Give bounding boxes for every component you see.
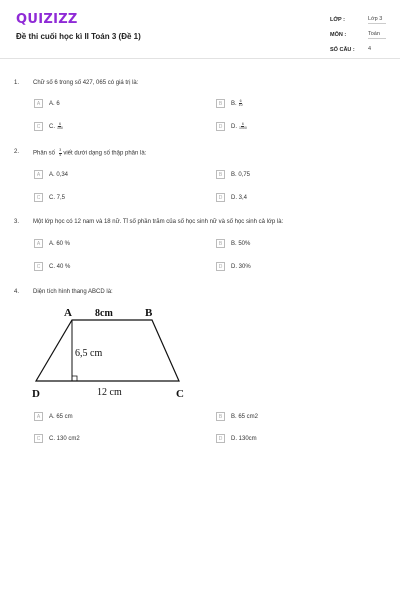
- option-2c[interactable]: [34, 193, 65, 202]
- page-title: Đề thi cuối học kì II Toán 3 (Đề 1): [16, 32, 141, 41]
- meta-row-subject: [330, 27, 386, 42]
- question-text: Phân số: [33, 150, 56, 157]
- fraction: [59, 149, 62, 157]
- height-label: 6,5 cm: [75, 348, 103, 359]
- option-4b[interactable]: [216, 412, 258, 421]
- option-3a[interactable]: [34, 239, 70, 248]
- numerator: 6: [58, 121, 61, 126]
- option-text: A. 0,34: [49, 171, 69, 178]
- option-1c[interactable]: [34, 122, 63, 131]
- option-text: B.: [231, 100, 237, 107]
- numerator: 6: [239, 98, 242, 103]
- option-letter-box: C: [34, 434, 43, 443]
- option-letter-box: D: [216, 434, 225, 443]
- question-number: 4.: [14, 289, 20, 295]
- option-text: A. 6: [49, 100, 60, 107]
- vertex-label-b: B: [145, 307, 153, 319]
- question-text-wrap: [33, 149, 146, 157]
- option-1d[interactable]: [216, 122, 247, 131]
- numerator: 6: [241, 121, 244, 126]
- option-2b[interactable]: [216, 170, 250, 179]
- vertex-label-c: C: [176, 388, 184, 400]
- option-3b[interactable]: [216, 239, 250, 248]
- option-text: D. 3,4: [231, 194, 248, 201]
- vertex-label-a: A: [64, 307, 72, 319]
- option-4a[interactable]: [34, 412, 73, 421]
- option-letter-box: A: [34, 99, 43, 108]
- option-letter-box: A: [34, 412, 43, 421]
- option-3c[interactable]: [34, 262, 70, 271]
- option-2a[interactable]: [34, 170, 68, 179]
- option-4c[interactable]: [34, 434, 80, 443]
- meta-label: SỐ CÂU :: [330, 46, 355, 53]
- trapezoid-figure: [28, 303, 198, 403]
- option-text: B. 0,75: [231, 171, 251, 178]
- denominator: 4: [59, 152, 62, 157]
- trapezoid-shape: [36, 320, 179, 381]
- option-3d[interactable]: [216, 262, 251, 271]
- fraction: [239, 100, 243, 108]
- option-letter-box: C: [34, 122, 43, 131]
- option-letter-box: C: [34, 193, 43, 202]
- option-2d[interactable]: [216, 193, 247, 202]
- meta-label: LỚP :: [330, 16, 345, 23]
- option-text: A. 60 %: [49, 240, 71, 247]
- worksheet-meta: [330, 12, 386, 57]
- denominator: 10: [238, 103, 243, 107]
- meta-label: MÔN :: [330, 31, 347, 38]
- question-number: 2.: [14, 149, 20, 155]
- meta-value: 4: [368, 46, 372, 52]
- option-text: C. 40 %: [49, 263, 71, 270]
- option-letter-box: A: [34, 239, 43, 248]
- option-text: B. 50%: [231, 240, 251, 247]
- option-text: C. 7,5: [49, 194, 66, 201]
- option-4d[interactable]: [216, 434, 257, 443]
- question-text: Chữ số 6 trong số 427, 065 có giá trị là:: [33, 80, 139, 86]
- option-text: D. 130cm: [231, 435, 257, 442]
- option-1a[interactable]: [34, 99, 60, 108]
- meta-value: Lớp 3: [368, 16, 386, 24]
- option-text: D. 30%: [231, 263, 251, 270]
- option-letter-box: D: [216, 193, 225, 202]
- option-text: C.: [49, 123, 55, 130]
- option-text: C. 130 cm2: [49, 435, 80, 442]
- top-base-label: 8cm: [95, 308, 113, 319]
- option-letter-box: D: [216, 262, 225, 271]
- quizizz-logo: QUIZIZZ: [16, 12, 78, 27]
- option-text: B. 65 cm2: [231, 413, 259, 420]
- option-letter-box: B: [216, 412, 225, 421]
- bottom-base-label: 12 cm: [97, 387, 122, 398]
- option-letter-box: B: [216, 99, 225, 108]
- header-divider: [0, 58, 400, 59]
- option-text: A. 65 cm: [49, 413, 73, 420]
- fraction: [57, 123, 63, 131]
- denominator: 100: [57, 126, 63, 130]
- option-1b[interactable]: [216, 99, 243, 108]
- option-text: D.: [231, 123, 237, 130]
- question-text-after: viết dưới dạng số thập phân là:: [63, 150, 147, 157]
- option-letter-box: A: [34, 170, 43, 179]
- fraction: [239, 123, 247, 131]
- vertex-label-d: D: [32, 388, 40, 400]
- option-letter-box: B: [216, 239, 225, 248]
- right-angle-mark: [72, 376, 77, 381]
- option-letter-box: C: [34, 262, 43, 271]
- denominator: 1000: [239, 126, 247, 130]
- question-text: Diện tích hình thang ABCD là:: [33, 289, 113, 295]
- question-number: 1.: [14, 80, 20, 86]
- meta-value: Toán: [368, 31, 386, 39]
- meta-row-count: [330, 42, 386, 57]
- question-number: 3.: [14, 219, 20, 225]
- meta-row-class: [330, 12, 386, 27]
- option-letter-box: D: [216, 122, 225, 131]
- option-letter-box: B: [216, 170, 225, 179]
- question-text: Một lớp học có 12 nam và 18 nữ. Tỉ số phần trăm của số học sinh nữ và số học sinh cả lớp là:: [33, 219, 284, 225]
- numerator: 3: [59, 148, 62, 152]
